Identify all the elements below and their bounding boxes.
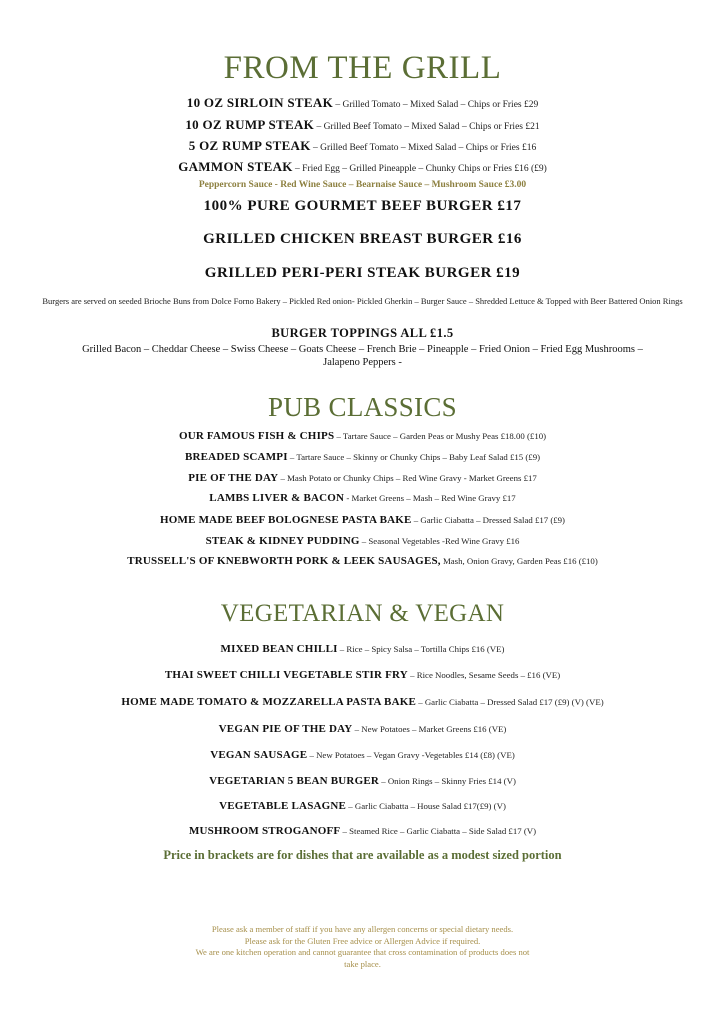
item-desc: – New Potatoes – Vegan Gravy -Vegetables £14 (£8) (307, 750, 498, 760)
grill-item (0, 118, 725, 132)
grill-item (0, 139, 725, 153)
item-name: VEGETARIAN 5 BEAN BURGER (209, 775, 380, 787)
item-name: 10 OZ RUMP STEAK (185, 117, 315, 132)
item-desc: – Rice Noodles, Sesame Seeds – £16 (407, 670, 543, 680)
item-desc: – Garlic Ciabatta – Dressed Salad £17 (£9) (416, 697, 572, 707)
item-desc: – Garlic Ciabatta – Dressed Salad £17 (£9) (411, 515, 565, 525)
classics-title: PUB CLASSICS (268, 392, 457, 422)
footer-line: Please ask for the Gluten Free advice or Allergen Advice if required. (244, 935, 481, 946)
item-name: OUR FAMOUS FISH & CHIPS (178, 430, 335, 442)
veg-item (0, 696, 725, 708)
allergen-notice (0, 924, 725, 970)
grill-item (0, 96, 725, 110)
item-name: STEAK & KIDNEY PUDDING (205, 535, 360, 547)
footer-line: We are one kitchen operation and cannot guarantee that cross contamination of products does not (195, 947, 530, 958)
item-desc: – Steamed Rice – Garlic Ciabatta – Side Salad £17 (340, 826, 524, 836)
veg-item (0, 749, 725, 761)
item-desc: – Rice – Spicy Salsa – Tortilla Chips £16 (337, 644, 487, 654)
classic-item (0, 451, 725, 463)
sauce-options: Peppercorn Sauce - Red Wine Sauce – Bearnaise Sauce – Mushroom Sauce £3.00 (198, 180, 527, 190)
item-name: GAMMON STEAK (178, 159, 293, 174)
item-desc: – Grilled Beef Tomato – Mixed Salad – Chips or Fries £21 (314, 122, 540, 132)
veg-item (0, 643, 725, 655)
burger-item: GRILLED CHICKEN BREAST BURGER £16 (203, 231, 522, 247)
toppings-list: Grilled Bacon – Cheddar Cheese – Swiss Cheese – Goats Cheese – French Brie – Pineapple – Fried Onion – Fried Egg Mushrooms – Jalapeno Peppers - (82, 344, 643, 369)
diet-tag: (VE) (542, 670, 561, 680)
footer-line: Please ask a member of staff if you have any allergen concerns or special dietary needs. (211, 924, 514, 934)
item-name: VEGAN SAUSAGE (210, 749, 308, 761)
item-name: BREADED SCAMPI (184, 451, 288, 463)
item-desc: Mash, Onion Gravy, Garden Peas £16 (£10) (440, 556, 598, 566)
burger-note: Burgers are served on seeded Brioche Buns from Dolce Forno Bakery – Pickled Red onion- Pickled Gherkin – Burger Sauce – Shredded Lettuce & Topped with Beer Battered Onion Rings (42, 296, 683, 306)
item-desc: – Fried Egg – Grilled Pineapple – Chunky Chips or Fries £16 (£9) (292, 164, 547, 174)
item-name: 10 OZ SIRLOIN STEAK (186, 95, 333, 110)
item-name: LAMBS LIVER & BACON (209, 492, 345, 504)
diet-tag: (V) (VE) (571, 697, 604, 707)
veg-title: VEGETARIAN & VEGAN (220, 600, 505, 627)
classic-item (0, 472, 725, 484)
grill-title: FROM THE GRILL (223, 50, 502, 86)
item-desc: – Seasonal Vegetables -Red Wine Gravy £16 (359, 536, 520, 546)
toppings-title: BURGER TOPPINGS ALL £1.5 (271, 326, 454, 340)
diet-tag: (V) (523, 826, 537, 836)
item-desc: – Garlic Ciabatta – House Salad £17(£9) (346, 801, 494, 811)
classic-item (0, 555, 725, 567)
item-desc: – Onion Rings – Skinny Fries £14 (379, 776, 504, 786)
item-name: MUSHROOM STROGANOFF (188, 825, 341, 837)
item-desc: – New Potatoes – Market Greens £16 (352, 724, 489, 734)
diet-tag: (VE) (486, 644, 505, 654)
item-name: PIE OF THE DAY (188, 472, 279, 484)
item-name: HOME MADE BEEF BOLOGNESE PASTA BAKE (159, 514, 412, 526)
footer-line: take place. (344, 958, 381, 969)
burger-item: 100% PURE GOURMET BEEF BURGER £17 (203, 198, 522, 214)
diet-tag: (V) (493, 801, 506, 811)
item-name: 5 OZ RUMP STEAK (188, 138, 311, 153)
item-name: MIXED BEAN CHILLI (220, 643, 338, 655)
veg-item (0, 723, 725, 735)
classic-item (0, 514, 725, 526)
item-name: VEGAN PIE OF THE DAY (218, 723, 353, 735)
item-desc: – Tartare Sauce – Skinny or Chunky Chips – Baby Leaf Salad £15 (£9) (287, 452, 541, 462)
portion-note: Price in brackets are for dishes that are available as a modest sized portion (163, 848, 562, 862)
item-name: HOME MADE TOMATO & MOZZARELLA PASTA BAKE (121, 696, 417, 708)
veg-item (0, 800, 725, 812)
classic-item (0, 535, 725, 547)
burger-item: GRILLED PERI-PERI STEAK BURGER £19 (204, 265, 521, 281)
item-desc: – Tartare Sauce – Garden Peas or Mushy Peas £18.00 (£10) (334, 431, 547, 441)
veg-item (0, 669, 725, 681)
diet-tag: (VE) (488, 724, 507, 734)
item-desc: – Grilled Beef Tomato – Mixed Salad – Chips or Fries £16 (310, 143, 537, 153)
item-name: VEGETABLE LASAGNE (219, 800, 347, 812)
item-desc: – Grilled Tomato – Mixed Salad – Chips or Fries £29 (332, 100, 539, 110)
veg-item (0, 775, 725, 787)
classic-item (0, 492, 725, 504)
item-desc: - Market Greens – Mash – Red Wine Gravy £17 (344, 493, 516, 503)
diet-tag: (VE) (497, 750, 515, 760)
grill-item (0, 160, 725, 174)
classic-item (0, 430, 725, 442)
veg-item (0, 825, 725, 837)
item-name: TRUSSELL'S OF KNEBWORTH PORK & LEEK SAUSAGES, (127, 555, 441, 567)
item-name: THAI SWEET CHILLI VEGETABLE STIR FRY (164, 669, 408, 681)
item-desc: – Mash Potato or Chunky Chips – Red Wine Gravy - Market Greens £17 (278, 473, 537, 483)
diet-tag: (V) (503, 776, 516, 786)
